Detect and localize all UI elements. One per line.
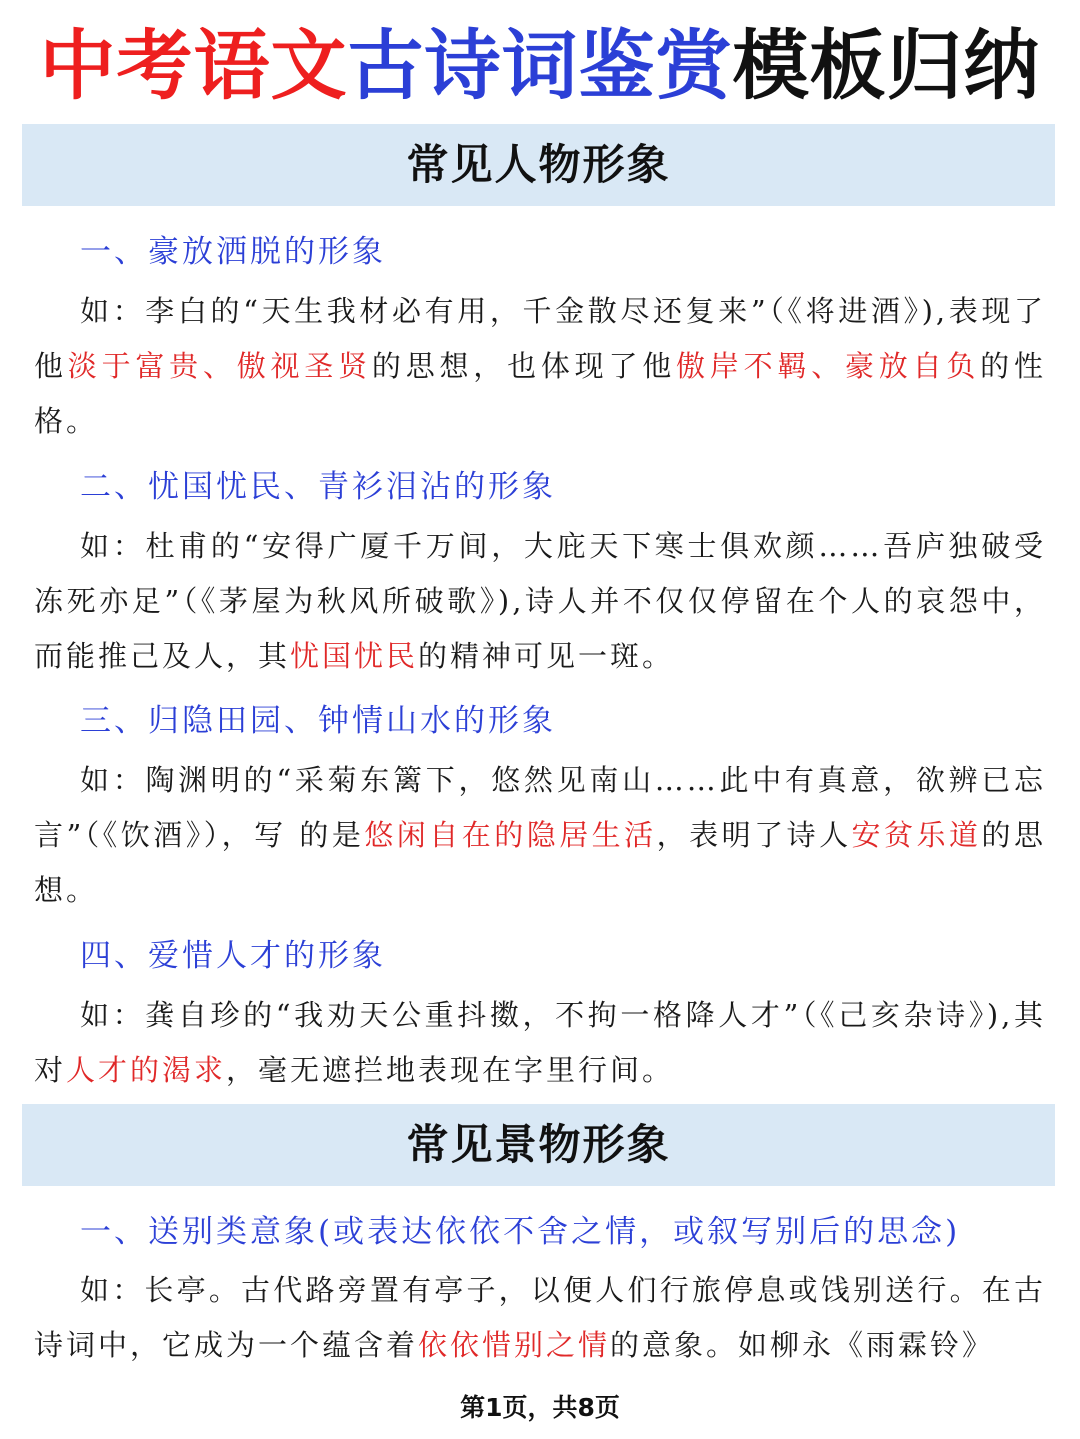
highlight-text: 安贫乐道 bbox=[851, 818, 982, 852]
section-header-scenery: 常见景物形象 bbox=[22, 1104, 1055, 1186]
title-part-red: 中考语文 bbox=[39, 21, 348, 110]
paragraph-gong-zizhen bbox=[34, 988, 1046, 1098]
item-heading-pastoral: 三、归隐田园、钟情山水的形象 bbox=[80, 703, 556, 739]
paragraph-text: 如：长亭。古代路旁置有亭子，以便人们行旅停息或饯别送行。在古诗词中，它成为一个蕴含着 bbox=[34, 1273, 1046, 1362]
paragraph-text: 如：李白的“天生我材必有用，千金散尽还复来”（《将进酒》),表现了他 bbox=[34, 294, 1046, 383]
paragraph-text: 的思想，也体现了他 bbox=[371, 349, 677, 383]
item-heading-bold-free: 一、豪放洒脱的形象 bbox=[80, 234, 386, 270]
highlight-text: 淡于富贵、傲视圣贤 bbox=[67, 349, 372, 383]
highlight-text: 忧国忧民 bbox=[290, 639, 419, 673]
paragraph-text: 的精神可见一斑。 bbox=[418, 639, 675, 673]
item-heading-farewell: 一、送别类意象(或表达依依不舍之情，或叙写别后的思念) bbox=[80, 1214, 961, 1250]
paragraph-du-fu bbox=[34, 519, 1046, 684]
title-part-black: 模板归纳 bbox=[732, 21, 1041, 110]
highlight-text: 傲岸不羁、豪放自负 bbox=[676, 349, 981, 383]
paragraph-text: ，毫无遮拦地表现在字里行间。 bbox=[226, 1053, 675, 1087]
paragraph-text: 的思想。 bbox=[34, 818, 1046, 907]
page-title bbox=[0, 18, 1080, 114]
paragraph-text: 如：陶渊明的“采菊东篱下，悠然见南山……此中有真意，欲辨已忘言”（《饮酒》），写 的是 bbox=[34, 763, 1046, 852]
highlight-text: 人才的渴求 bbox=[66, 1053, 227, 1087]
paragraph-text: 的意象。如柳永《雨霖铃》 bbox=[610, 1328, 995, 1362]
highlight-text: 依依惜别之情 bbox=[418, 1328, 611, 1362]
paragraph-changting bbox=[34, 1263, 1046, 1373]
paragraph-text: 如：龚自珍的“我劝天公重抖擞，不拘一格降人才”（《己亥杂诗》),其对 bbox=[34, 998, 1046, 1087]
paragraph-text: 的性格。 bbox=[34, 349, 1046, 438]
item-heading-patriotic: 二、忧国忧民、青衫泪沾的形象 bbox=[80, 469, 556, 505]
title-part-blue: 古诗词鉴赏 bbox=[347, 21, 733, 110]
page-number: 第1页，共8页 bbox=[460, 1393, 620, 1422]
paragraph-text: ，表明了诗人 bbox=[656, 818, 852, 852]
paragraph-li-bai bbox=[34, 284, 1046, 449]
highlight-text: 悠闲自在的隐居生活 bbox=[364, 818, 657, 852]
paragraph-tao-yuanming bbox=[34, 753, 1046, 918]
item-heading-talent: 四、爱惜人才的形象 bbox=[80, 938, 386, 974]
section-header-characters: 常见人物形象 bbox=[22, 124, 1055, 206]
paragraph-text: 如：杜甫的“安得广厦千万间，大庇天下寒士俱欢颜……吾庐独破受冻死亦足”（《茅屋为秋风所破歌》),诗人并不仅仅停留在个人的哀怨中，而能推己及人，其 bbox=[34, 529, 1046, 673]
